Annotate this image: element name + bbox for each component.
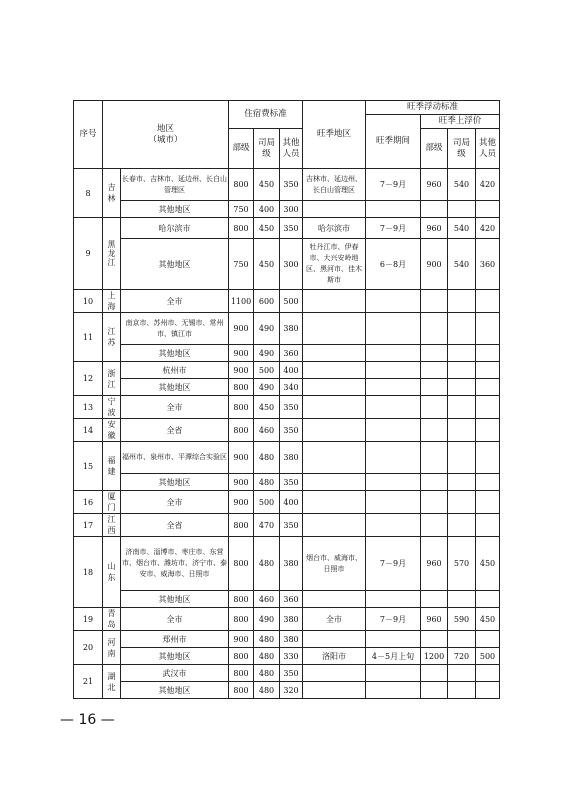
ministry-cell: 900 — [229, 442, 254, 474]
table-row — [74, 313, 500, 345]
ministry-cell: 800 — [229, 169, 254, 201]
region-cell: 全市 — [121, 608, 229, 631]
header-peak: 旺季浮动标准 — [366, 101, 500, 115]
region-cell: 其他地区 — [121, 201, 229, 218]
seq-cell: 18 — [74, 537, 103, 608]
ministry-cell: 800 — [229, 591, 254, 608]
table-row — [74, 218, 500, 239]
ministry-cell: 900 — [229, 491, 254, 514]
bureau-cell: 400 — [254, 201, 280, 218]
table-row — [74, 239, 500, 290]
other-cell: 400 — [280, 362, 303, 379]
header-peak-period: 旺季期间 — [366, 115, 421, 169]
region-cell: 全省 — [121, 514, 229, 537]
table-row — [74, 514, 500, 537]
peak-ministry-cell: 900 — [421, 239, 448, 290]
other-cell: 330 — [280, 648, 303, 665]
peak-ministry-cell: 960 — [421, 169, 448, 201]
ministry-cell: 900 — [229, 362, 254, 379]
ministry-cell: 900 — [229, 345, 254, 362]
header-seq: 序号 — [74, 101, 103, 169]
table-row — [74, 665, 500, 682]
other-cell: 380 — [280, 442, 303, 474]
table-row — [74, 419, 500, 442]
seq-cell: 10 — [74, 290, 103, 313]
ministry-cell: 800 — [229, 682, 254, 699]
province-cell: 河南 — [103, 631, 121, 665]
table-row — [74, 537, 500, 591]
region-cell: 福州市、泉州市、平潭综合实验区 — [121, 442, 229, 474]
page-number: — 16 — — [60, 712, 115, 728]
peak-period-cell: 7－9月 — [366, 537, 421, 591]
peak-ministry-cell: 1200 — [421, 648, 448, 665]
table-row — [74, 169, 500, 201]
region-cell: 长春市、吉林市、延边州、长白山管理区 — [121, 169, 229, 201]
ministry-cell: 750 — [229, 239, 254, 290]
peak-period-cell: 4－5月上旬 — [366, 648, 421, 665]
seq-cell: 9 — [74, 218, 103, 290]
province-cell: 上海 — [103, 290, 121, 313]
peak-region-cell: 哈尔滨市 — [303, 218, 366, 239]
province-cell: 青岛 — [103, 608, 121, 631]
ministry-cell: 1100 — [229, 290, 254, 313]
table-row — [74, 290, 500, 313]
ministry-cell: 800 — [229, 218, 254, 239]
other-cell: 350 — [280, 474, 303, 491]
seq-cell: 12 — [74, 362, 103, 396]
lodging-standard-table — [73, 100, 500, 699]
peak-ministry-cell: 960 — [421, 537, 448, 591]
seq-cell: 15 — [74, 442, 103, 491]
seq-cell: 13 — [74, 396, 103, 419]
region-cell: 南京市、苏州市、无锡市、常州市、镇江市 — [121, 313, 229, 345]
table-row — [74, 474, 500, 491]
region-cell: 济南市、淄博市、枣庄市、东营市、烟台市、潍坊市、济宁市、泰安市、威海市、日照市 — [121, 537, 229, 591]
peak-period-cell: 6－8月 — [366, 239, 421, 290]
bureau-cell: 480 — [254, 474, 280, 491]
other-cell: 500 — [280, 290, 303, 313]
other-cell: 350 — [280, 419, 303, 442]
peak-region-cell: 牡丹江市、伊春市、大兴安岭地区、黑河市、佳木斯市 — [303, 239, 366, 290]
bureau-cell: 480 — [254, 442, 280, 474]
bureau-cell: 480 — [254, 665, 280, 682]
seq-cell: 8 — [74, 169, 103, 218]
table-row — [74, 345, 500, 362]
bureau-cell: 450 — [254, 218, 280, 239]
bureau-cell: 460 — [254, 419, 280, 442]
peak-period-cell: 7－9月 — [366, 218, 421, 239]
ministry-cell: 900 — [229, 631, 254, 648]
table-row — [74, 396, 500, 419]
table-row — [74, 442, 500, 474]
table-row — [74, 362, 500, 379]
ministry-cell: 800 — [229, 419, 254, 442]
header-peak-region: 旺季地区 — [303, 101, 366, 169]
other-cell: 400 — [280, 491, 303, 514]
header-region: 地区 （城市） — [103, 101, 229, 169]
table-row — [74, 201, 500, 218]
table-row — [74, 648, 500, 665]
other-cell: 300 — [280, 201, 303, 218]
region-cell: 全市 — [121, 396, 229, 419]
region-cell: 全市 — [121, 290, 229, 313]
bureau-cell: 500 — [254, 491, 280, 514]
peak-other-cell: 450 — [476, 537, 500, 591]
peak-bureau-cell: 720 — [448, 648, 476, 665]
ministry-cell: 800 — [229, 665, 254, 682]
region-cell: 其他地区 — [121, 239, 229, 290]
table-row — [74, 491, 500, 514]
region-cell: 其他地区 — [121, 474, 229, 491]
seq-cell: 17 — [74, 514, 103, 537]
other-cell: 350 — [280, 218, 303, 239]
header-peak-upper: 旺季上浮价 — [421, 115, 500, 129]
header-bureau: 司局级 — [254, 129, 280, 169]
region-cell: 杭州市 — [121, 362, 229, 379]
seq-cell: 19 — [74, 608, 103, 631]
other-cell: 350 — [280, 169, 303, 201]
province-cell: 湖北 — [103, 665, 121, 699]
peak-bureau-cell: 540 — [448, 239, 476, 290]
region-cell: 武汉市 — [121, 665, 229, 682]
peak-bureau-cell: 590 — [448, 608, 476, 631]
peak-region-cell: 洛阳市 — [303, 648, 366, 665]
peak-other-cell: 450 — [476, 608, 500, 631]
peak-ministry-cell: 960 — [421, 218, 448, 239]
bureau-cell: 480 — [254, 682, 280, 699]
ministry-cell: 900 — [229, 313, 254, 345]
peak-region-cell: 烟台市、威海市、日照市 — [303, 537, 366, 591]
peak-region-cell: 吉林市、延边州、长白山管理区 — [303, 169, 366, 201]
province-cell: 江西 — [103, 514, 121, 537]
ministry-cell: 800 — [229, 396, 254, 419]
header-peak-other: 其他人员 — [476, 129, 500, 169]
table-row — [74, 591, 500, 608]
other-cell: 380 — [280, 313, 303, 345]
table-row — [74, 682, 500, 699]
bureau-cell: 470 — [254, 514, 280, 537]
region-cell: 其他地区 — [121, 648, 229, 665]
ministry-cell: 750 — [229, 201, 254, 218]
region-cell: 全省 — [121, 419, 229, 442]
other-cell: 350 — [280, 396, 303, 419]
other-cell: 360 — [280, 591, 303, 608]
table-row — [74, 608, 500, 631]
peak-other-cell: 500 — [476, 648, 500, 665]
other-cell: 350 — [280, 514, 303, 537]
bureau-cell: 480 — [254, 631, 280, 648]
province-cell: 吉林 — [103, 169, 121, 218]
province-cell: 浙江 — [103, 362, 121, 396]
table-row — [74, 631, 500, 648]
bureau-cell: 450 — [254, 169, 280, 201]
bureau-cell: 450 — [254, 396, 280, 419]
ministry-cell: 800 — [229, 608, 254, 631]
province-cell: 福建 — [103, 442, 121, 491]
province-cell: 厦门 — [103, 491, 121, 514]
header-other: 其他人员 — [280, 129, 303, 169]
seq-cell: 21 — [74, 665, 103, 699]
bureau-cell: 600 — [254, 290, 280, 313]
bureau-cell: 480 — [254, 537, 280, 591]
ministry-cell: 800 — [229, 648, 254, 665]
region-cell: 郑州市 — [121, 631, 229, 648]
bureau-cell: 490 — [254, 608, 280, 631]
province-cell: 山东 — [103, 537, 121, 608]
ministry-cell: 800 — [229, 537, 254, 591]
peak-period-cell: 7－9月 — [366, 169, 421, 201]
bureau-cell: 460 — [254, 591, 280, 608]
seq-cell: 14 — [74, 419, 103, 442]
peak-other-cell: 420 — [476, 218, 500, 239]
seq-cell: 20 — [74, 631, 103, 665]
province-cell: 安徽 — [103, 419, 121, 442]
peak-ministry-cell: 960 — [421, 608, 448, 631]
other-cell: 340 — [280, 379, 303, 396]
peak-bureau-cell: 540 — [448, 169, 476, 201]
bureau-cell: 480 — [254, 648, 280, 665]
bureau-cell: 490 — [254, 313, 280, 345]
other-cell: 380 — [280, 537, 303, 591]
header-peak-ministry: 部级 — [421, 129, 448, 169]
peak-other-cell: 420 — [476, 169, 500, 201]
province-cell: 江苏 — [103, 313, 121, 362]
header-ministry: 部级 — [229, 129, 254, 169]
peak-bureau-cell: 570 — [448, 537, 476, 591]
region-cell: 其他地区 — [121, 345, 229, 362]
header-lodging: 住宿费标准 — [229, 101, 303, 129]
province-cell: 宁波 — [103, 396, 121, 419]
ministry-cell: 800 — [229, 514, 254, 537]
peak-period-cell: 7－9月 — [366, 608, 421, 631]
region-cell: 全市 — [121, 491, 229, 514]
region-cell: 其他地区 — [121, 591, 229, 608]
other-cell: 350 — [280, 665, 303, 682]
seq-cell: 16 — [74, 491, 103, 514]
bureau-cell: 500 — [254, 362, 280, 379]
province-cell: 黑龙江 — [103, 218, 121, 290]
ministry-cell: 800 — [229, 379, 254, 396]
bureau-cell: 490 — [254, 345, 280, 362]
other-cell: 320 — [280, 682, 303, 699]
ministry-cell: 900 — [229, 474, 254, 491]
peak-bureau-cell: 540 — [448, 218, 476, 239]
peak-region-cell: 全市 — [303, 608, 366, 631]
header-peak-bureau: 司局级 — [448, 129, 476, 169]
table-row — [74, 379, 500, 396]
region-cell: 哈尔滨市 — [121, 218, 229, 239]
region-cell: 其他地区 — [121, 682, 229, 699]
other-cell: 380 — [280, 608, 303, 631]
other-cell: 300 — [280, 239, 303, 290]
seq-cell: 11 — [74, 313, 103, 362]
other-cell: 380 — [280, 631, 303, 648]
bureau-cell: 450 — [254, 239, 280, 290]
peak-other-cell: 360 — [476, 239, 500, 290]
other-cell: 360 — [280, 345, 303, 362]
region-cell: 其他地区 — [121, 379, 229, 396]
bureau-cell: 490 — [254, 379, 280, 396]
